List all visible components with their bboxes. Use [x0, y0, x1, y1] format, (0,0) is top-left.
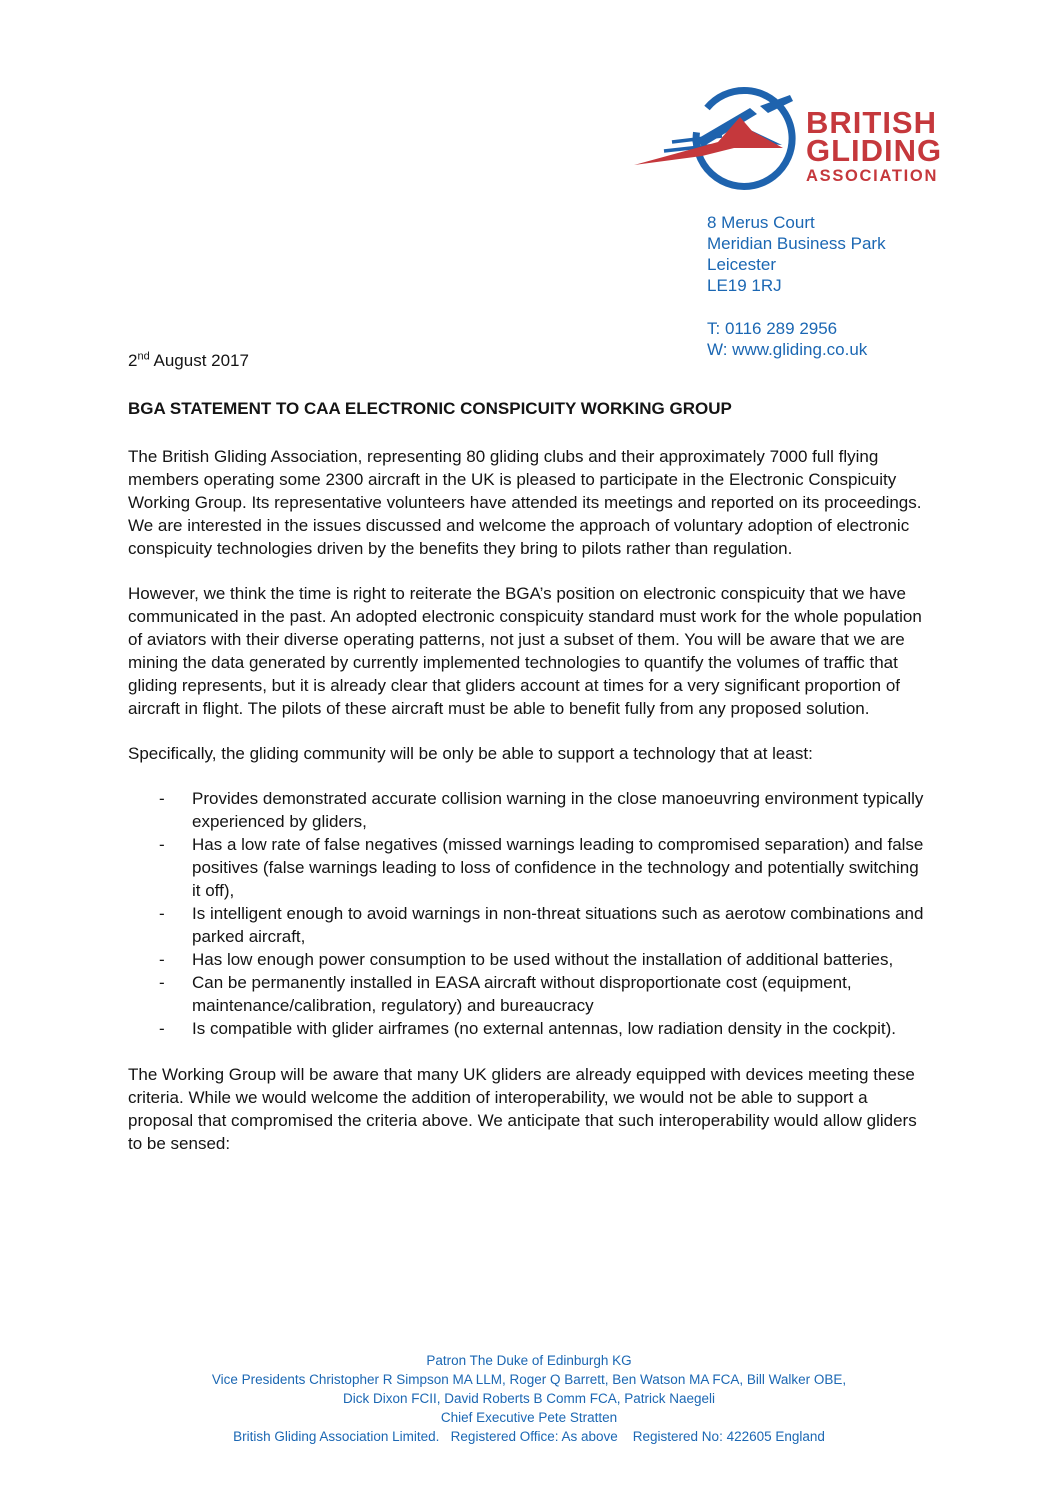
address-line: Leicester: [707, 255, 776, 274]
address-line: Meridian Business Park: [707, 234, 886, 253]
bullet-dash: -: [159, 835, 165, 854]
phone-line: T: 0116 289 2956: [707, 319, 838, 338]
bullet-dash: -: [159, 789, 165, 808]
list-item: [128, 833, 928, 902]
list-item-text: Has a low rate of false negatives (missed warnings leading to compromised separation) and false positives (false warnings leading to loss of confidence in the technology and potentially switching it off),: [192, 835, 924, 900]
footer-line-chief-executive: Chief Executive Pete Stratten: [440, 1410, 618, 1425]
logo-wordmark-line1: BRITISH: [806, 105, 937, 140]
paragraph-3: Specifically, the gliding community will be only be able to support a technology that at least:: [128, 744, 813, 763]
list-item-text: Is compatible with glider airframes (no external antennas, low radiation density in the cockpit).: [192, 1019, 896, 1038]
list-item: [128, 902, 928, 948]
criteria-list: [128, 787, 928, 1040]
date-day: 2: [128, 351, 138, 370]
paragraph-1: The British Gliding Association, representing 80 gliding clubs and their approximately 7000 full flying members operating some 2300 aircraft in the UK is pleased to participate in the Electronic Conspicuity Working Group. Its representative volunteers have attended its meetings and reported on its proceedings. We are interested in the issues discussed and welcome the approach of voluntary adoption of electronic conspicuity technologies driven by the benefits they bring to pilots rather than regulation.: [128, 447, 922, 558]
page-footer: [0, 1351, 1058, 1446]
bullet-dash: -: [159, 950, 165, 969]
list-item-text: Is intelligent enough to avoid warnings in non-threat situations such as aerotow combinations and parked aircraft,: [192, 904, 924, 946]
bullet-dash: -: [159, 904, 165, 923]
date-rest: August 2017: [149, 351, 249, 370]
list-item-text: Has low enough power consumption to be used without the installation of additional batteries,: [192, 950, 894, 969]
document-title: BGA STATEMENT TO CAA ELECTRONIC CONSPICUITY WORKING GROUP: [128, 399, 732, 418]
bga-logo: [630, 84, 960, 204]
footer-line-patron: Patron The Duke of Edinburgh KG: [426, 1353, 632, 1368]
logo-wordmark-line3: ASSOCIATION: [806, 167, 939, 185]
contact-block: [707, 212, 990, 360]
address-line: LE19 1RJ: [707, 276, 782, 295]
date-ordinal: nd: [137, 350, 150, 363]
footer-line-vice-presidents: Vice Presidents Christopher R Simpson MA LLM, Roger Q Barrett, Ben Watson MA FCA, Bill Walker OBE,: [211, 1372, 847, 1387]
list-item-text: Provides demonstrated accurate collision warning in the close manoeuvring environment typically experienced by gliders,: [192, 789, 924, 831]
letter-body: [128, 349, 928, 1177]
address-line: 8 Merus Court: [707, 213, 815, 232]
list-item: [128, 948, 928, 971]
letterhead: [630, 84, 990, 360]
bullet-dash: -: [159, 1019, 165, 1038]
list-item-text: Can be permanently installed in EASA aircraft without disproportionate cost (equipment, maintenance/calibration, regulatory) and bureaucracy: [192, 973, 852, 1015]
paragraph-4: The Working Group will be aware that many UK gliders are already equipped with devices meeting these criteria. While we would welcome the addition of interoperability, we would not be able to support a proposal that compromised the criteria above. We anticipate that such interoperability would allow gliders to be sensed:: [128, 1065, 917, 1153]
logo-wordmark-line2: GLIDING: [806, 133, 943, 168]
list-item: [128, 1017, 928, 1040]
list-item: [128, 971, 928, 1017]
list-item: [128, 787, 928, 833]
paragraph-2: However, we think the time is right to reiterate the BGA’s position on electronic conspicuity that we have communicated in the past. An adopted electronic conspicuity standard must work for the whole population of aviators with their diverse operating patterns, not just a subset of them. You will be aware that we are mining the data generated by currently implemented technologies to quantify the volumes of traffic that gliding represents, but it is already clear that gliders account at times for a very significant proportion of aircraft in flight. The pilots of these aircraft must be able to benefit fully from any proposed solution.: [128, 584, 922, 718]
footer-line-vice-presidents-2: Dick Dixon FCII, David Roberts B Comm FCA, Patrick Naegeli: [342, 1391, 716, 1406]
footer-line-registration: British Gliding Association Limited. Registered Office: As above Registered No: 422605 England: [233, 1429, 825, 1444]
date-line: [128, 349, 928, 372]
website-line: W: www.gliding.co.uk: [707, 340, 868, 359]
bullet-dash: -: [159, 973, 165, 992]
